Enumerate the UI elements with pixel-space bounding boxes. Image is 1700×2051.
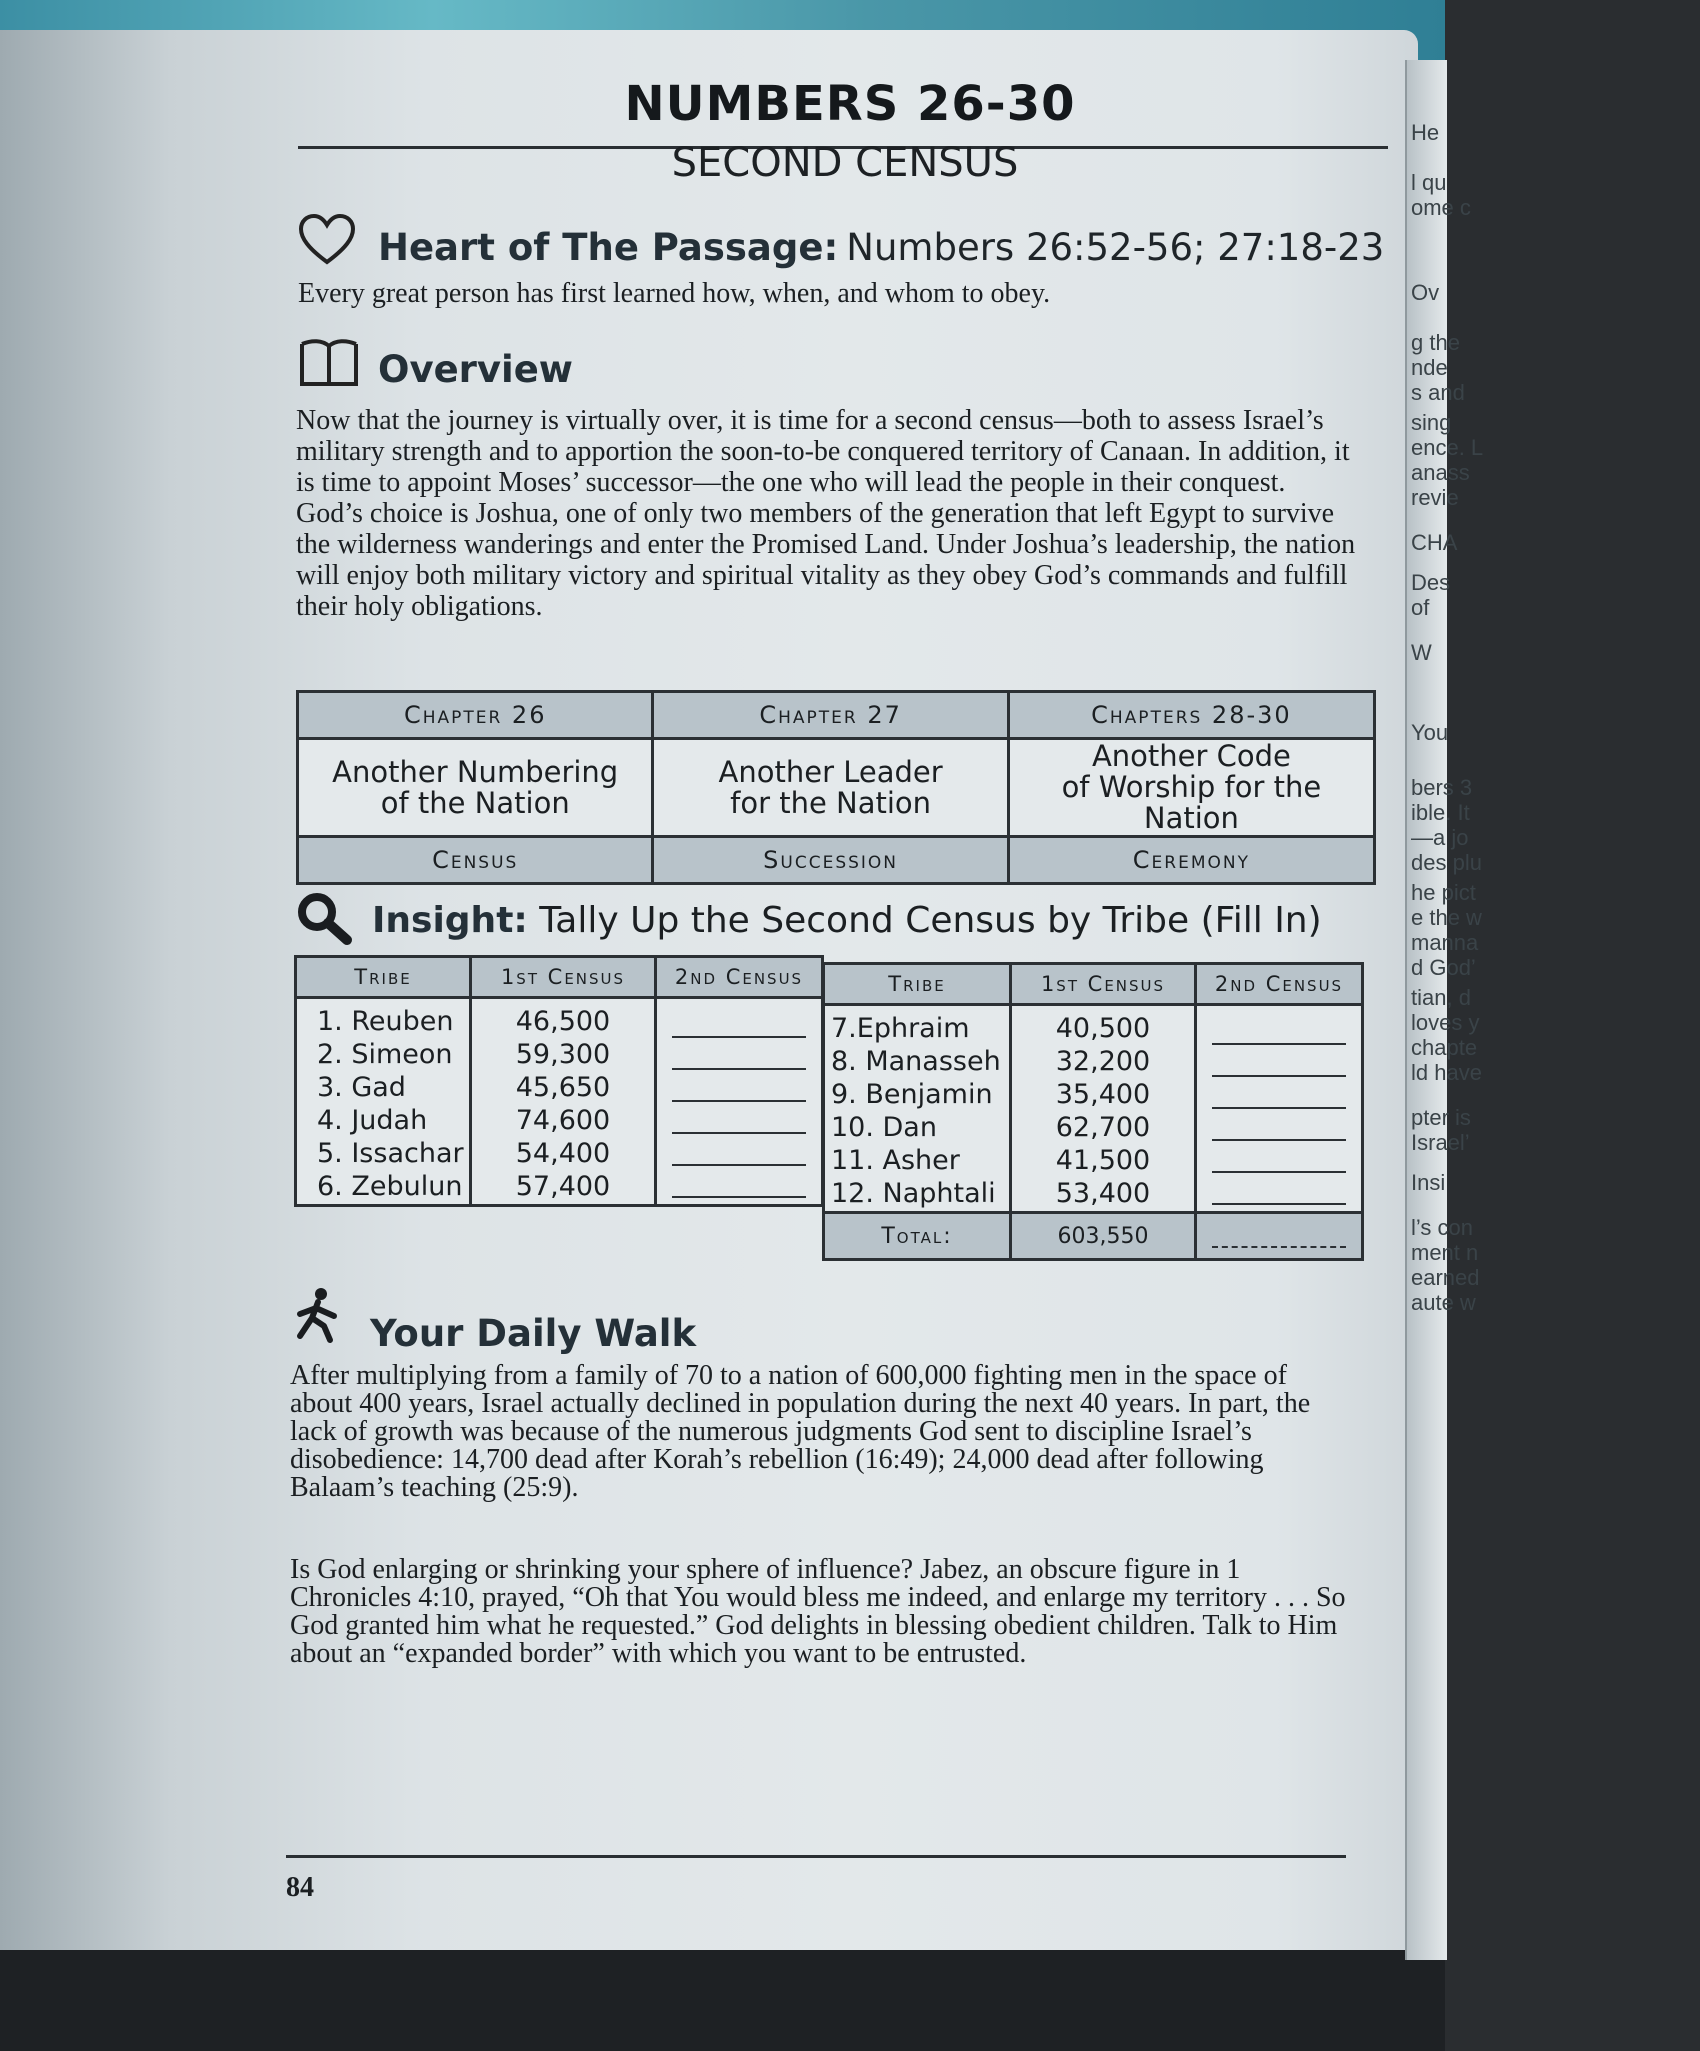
first-census-value: 53,400	[1055, 1178, 1151, 1209]
second-census-blank[interactable]	[672, 1133, 806, 1166]
heart-reference: Numbers 26:52-56; 27:18-23	[846, 226, 1385, 269]
adjacent-page-text: d God’	[1411, 955, 1476, 980]
second-census-blank[interactable]	[672, 1037, 806, 1070]
insight-heading	[372, 900, 1322, 941]
adjacent-page-text: revie	[1411, 485, 1459, 510]
tribe-name: 8. Manasseh	[831, 1046, 1001, 1077]
second-census-blank[interactable]	[1212, 1140, 1346, 1173]
adjacent-page-text: pter is	[1411, 1105, 1471, 1130]
total-value: 603,550	[1011, 1213, 1196, 1260]
book-icon	[298, 338, 360, 390]
second-census-blanks-right	[1196, 1005, 1363, 1213]
second-census-blank[interactable]	[1212, 1108, 1346, 1141]
tribe-name: 5. Issachar	[317, 1138, 464, 1169]
walking-person-icon	[290, 1286, 346, 1342]
total-blank	[1196, 1213, 1363, 1260]
col-header-second-census: 2nd Census	[656, 957, 823, 998]
col-header-second-census: 2nd Census	[1196, 964, 1363, 1005]
second-census-blank[interactable]	[672, 1005, 806, 1038]
adjacent-page-text: W	[1411, 640, 1432, 665]
first-census-value: 59,300	[515, 1039, 611, 1070]
walk-heading: Your Daily Walk	[370, 1312, 697, 1355]
second-census-blanks-left	[656, 998, 823, 1206]
adjacent-page-text: nde	[1411, 355, 1448, 380]
heart-icon	[298, 214, 356, 266]
adjacent-page-text: bers 3	[1411, 775, 1473, 800]
tribe-name: 6. Zebulun	[317, 1171, 463, 1202]
page-number: 84	[286, 1872, 314, 1903]
first-census-value: 54,400	[515, 1138, 611, 1169]
tribe-name: 1. Reuben	[317, 1006, 454, 1037]
heart-label: Heart of The Passage:	[378, 226, 839, 269]
page-subtitle: SECOND CENSUS	[671, 140, 1019, 186]
tribe-name: 9. Benjamin	[831, 1079, 993, 1110]
first-census-value: 46,500	[515, 1006, 611, 1037]
adjacent-page-text: ible. It	[1411, 800, 1470, 825]
adjacent-page-text: loves y	[1411, 1010, 1480, 1035]
insight-text: Tally Up the Second Census by Tribe (Fill In)	[539, 900, 1322, 941]
first-census-value: 41,500	[1055, 1145, 1151, 1176]
adjacent-page-text: Insi	[1411, 1170, 1446, 1195]
first-census-value: 57,400	[515, 1171, 611, 1202]
heart-heading	[378, 226, 1384, 269]
adjacent-page-text: e the w	[1411, 905, 1482, 930]
adjacent-page-text: chapte	[1411, 1035, 1478, 1060]
adjacent-page-text: ence. L	[1411, 435, 1484, 460]
page-title: NUMBERS 26-30	[624, 76, 1076, 132]
chart-chapters-28-30: Chapters 28-30	[1008, 692, 1374, 739]
col-header-tribe: Tribe	[824, 964, 1011, 1005]
first-census-list-left	[471, 998, 656, 1206]
chart-title-line: of Worship for the Nation	[1061, 770, 1322, 835]
adjacent-page-edge	[1405, 60, 1484, 1960]
adjacent-page-text: des plu	[1411, 850, 1482, 875]
second-census-blank[interactable]	[1212, 1172, 1346, 1205]
adjacent-page-text: he pict	[1411, 880, 1476, 905]
adjacent-page-text: You	[1411, 720, 1449, 745]
chart-title-line: of the Nation	[380, 785, 570, 820]
adjacent-page-text: tian, d	[1411, 985, 1471, 1010]
col-header-first-census: 1st Census	[1011, 964, 1196, 1005]
adjacent-page-text: g the	[1411, 330, 1460, 355]
adjacent-page-text: He	[1411, 120, 1440, 145]
col-header-first-census: 1st Census	[471, 957, 656, 998]
chart-theme-census: Census	[298, 837, 653, 884]
second-census-blank[interactable]	[1212, 1012, 1346, 1045]
census-table-left	[294, 955, 824, 1207]
adjacent-page-text: ment n	[1411, 1240, 1479, 1265]
adjacent-page-text: ome c	[1411, 195, 1471, 220]
chart-chapter-27: Chapter 27	[653, 692, 1008, 739]
adjacent-page-text: CHA	[1411, 530, 1458, 555]
footer-divider	[286, 1855, 1346, 1858]
chart-title-line: Another Numbering	[332, 754, 619, 789]
tribe-name: 2. Simeon	[317, 1039, 453, 1070]
tribe-list-right	[824, 1005, 1011, 1213]
tribe-name: 10. Dan	[831, 1112, 937, 1143]
tribe-name: 7.Ephraim	[831, 1013, 970, 1044]
second-census-blank[interactable]	[672, 1101, 806, 1134]
chart-title-line: for the Nation	[730, 785, 932, 820]
tribe-list-left	[296, 998, 471, 1206]
adjacent-page-text: Des	[1411, 570, 1451, 595]
census-table-right	[822, 962, 1364, 1261]
first-census-value: 45,650	[515, 1072, 611, 1103]
first-census-value: 40,500	[1055, 1013, 1151, 1044]
adjacent-page-text: s and	[1411, 380, 1465, 405]
chart-title-26	[298, 739, 653, 837]
adjacent-page-text: anass	[1411, 460, 1470, 485]
first-census-value: 35,400	[1055, 1079, 1151, 1110]
chart-title-line: Another Code	[1091, 739, 1291, 773]
adjacent-page-text: of	[1411, 595, 1430, 620]
tribe-name: 3. Gad	[317, 1072, 406, 1103]
adjacent-page-text: Ov	[1411, 280, 1440, 305]
second-census-blank[interactable]	[1212, 1076, 1346, 1109]
adjacent-page-text: earned	[1411, 1265, 1480, 1290]
overview-text: Now that the journey is virtually over, it is time for a second census—both to assess Israel’s military strength and to apportion the soon-to-be conquered territory of Canaan. In addition, it is time to appoint Moses’ successor—the one who will lead the people in their conquest. God’s choice is Joshua, one of only two members of the generation that left Egypt to survive the wilderness wanderings and enter the Promised Land. Under Joshua’s leadership, the nation will enjoy both military victory and spiritual vitality as they obey God’s commands and fulfill their holy obligations.	[296, 405, 1356, 622]
magnifier-icon	[295, 890, 353, 946]
chart-chapter-26: Chapter 26	[298, 692, 653, 739]
second-census-blank[interactable]	[672, 1165, 806, 1198]
col-header-tribe: Tribe	[296, 957, 471, 998]
tribe-name: 4. Judah	[317, 1105, 428, 1136]
walk-paragraph-1: After multiplying from a family of 70 to a nation of 600,000 fighting men in the space of about 400 years, Israel actually declined in population during the next 40 years. In part, the lack of growth was because of the numerous judgments God sent to discipline Israel’s disobedience: 14,700 dead after Korah’s rebellion (16:49); 24,000 dead after following Balaam’s teaching (25:9).	[290, 1360, 1311, 1503]
chart-theme-succession: Succession	[653, 837, 1008, 884]
second-census-blank[interactable]	[672, 1069, 806, 1102]
chart-theme-ceremony: Ceremony	[1008, 837, 1374, 884]
adjacent-page-text: manna	[1411, 930, 1479, 955]
adjacent-page-text: sing	[1411, 410, 1452, 435]
insight-label: Insight:	[372, 900, 528, 941]
adjacent-page-text: Israel’	[1411, 1130, 1470, 1155]
adjacent-page-text: ld have	[1411, 1060, 1482, 1085]
total-label: Total:	[824, 1213, 1011, 1260]
chart-title-line: Another Leader	[718, 754, 943, 789]
first-census-value: 62,700	[1055, 1112, 1151, 1143]
first-census-value: 32,200	[1055, 1046, 1151, 1077]
adjacent-page-text: —a jo	[1411, 825, 1469, 850]
first-census-list-right	[1011, 1005, 1196, 1213]
overview-heading: Overview	[378, 348, 573, 391]
first-census-value: 74,600	[515, 1105, 611, 1136]
adjacent-page-text: l’s con	[1411, 1215, 1473, 1240]
chart-title-28-30	[1008, 739, 1374, 837]
walk-paragraph-2: Is God enlarging or shrinking your sphere of influence? Jabez, an obscure figure in 1 Chronicles 4:10, prayed, “Oh that You would bless me indeed, and enlarge my territory . . . So God granted him what he requested.” God delights in blessing obedient children. Talk to Him about an “expanded border” with which you want to be entrusted.	[290, 1554, 1346, 1669]
second-census-blank[interactable]	[1212, 1044, 1346, 1077]
chapter-chart	[296, 690, 1376, 885]
tribe-name: 12. Naphtali	[831, 1178, 996, 1209]
chart-title-27	[653, 739, 1008, 837]
adjacent-page-text: aute w	[1411, 1290, 1476, 1315]
heart-text: Every great person has first learned how, when, and whom to obey.	[298, 278, 1051, 309]
adjacent-page-text: l qu	[1411, 170, 1447, 195]
tribe-name: 11. Asher	[831, 1145, 960, 1176]
